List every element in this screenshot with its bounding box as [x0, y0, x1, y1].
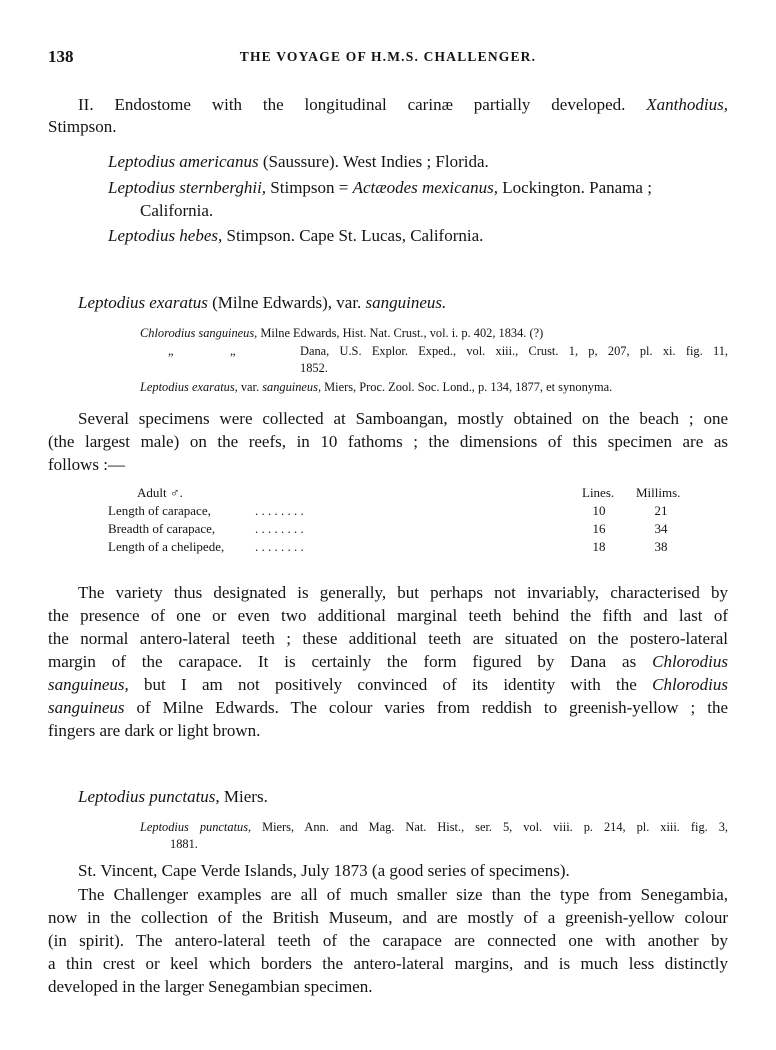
table-row-leader: . . . . . . . . — [255, 521, 304, 536]
taxon-name: sanguineus — [48, 698, 125, 717]
table-cell-lines: 10 — [592, 503, 606, 518]
paragraph-line: (in spirit). The antero-lateral teeth of the carapace are connected one with another by — [48, 931, 728, 950]
table-label-header: Adult ♂. — [137, 485, 183, 500]
paragraph-line — [48, 674, 728, 696]
species-heading-punctatus — [78, 786, 268, 808]
synonym-citation: Miers, Ann. and Mag. Nat. Hist., ser. 5, vol. viii. p. 214, pl. xiii. fig. 3, — [251, 820, 728, 834]
synonym-2-cont: 1852. — [300, 361, 328, 375]
species-name: Leptodius exaratus — [78, 293, 208, 312]
synonym-name: Leptodius exaratus, — [140, 380, 238, 394]
paragraph-text: of Milne Edwards. The colour varies from reddish to greenish-yellow ; the — [124, 698, 728, 717]
paragraph-line: the normal antero-lateral teeth ; these additional teeth are situated on the postero-lateral — [48, 629, 728, 648]
running-header — [48, 47, 728, 69]
species-synonym: Actæodes mexicanus, — [352, 178, 499, 197]
synonym-2-ditto-2: „ — [230, 344, 236, 358]
species-americanus — [108, 151, 489, 173]
taxon-name: Chlorodius — [652, 652, 728, 671]
species-sternberghii — [108, 177, 652, 199]
species-name: Leptodius punctatus, — [78, 787, 220, 806]
paragraph-line: fingers are dark or light brown. — [48, 721, 261, 740]
species-sternberghii-cont: California. — [140, 201, 214, 220]
paragraph-line: The variety thus designated is generally, but perhaps not invariably, characterised by — [78, 583, 728, 602]
authority: Miers. — [219, 787, 268, 806]
table-row-label: Length of a chelipede, — [108, 539, 225, 554]
table-cell-lines: 16 — [592, 521, 606, 536]
synonym-name: Chlorodius sanguineus, — [140, 326, 258, 340]
species-authority: Stimpson = — [266, 178, 353, 197]
paragraph-line: follows :— — [48, 455, 125, 474]
table-row-label: Length of carapace, — [108, 503, 211, 518]
synonym-1 — [140, 325, 543, 342]
table-row-leader: . . . . . . . . — [255, 539, 304, 554]
species-heading-exaratus — [78, 292, 446, 314]
synonym-punctatus-cont: 1881. — [170, 837, 198, 851]
section-ii-line-2: Stimpson. — [48, 117, 117, 136]
table-column-millims: Millims. — [636, 485, 681, 500]
paragraph-text: but I am not positively convinced of its identity with the — [128, 675, 653, 694]
paragraph-line — [48, 697, 728, 719]
taxon-name: sanguineus, — [48, 675, 129, 694]
genus-xanthodius: Xanthodius, — [646, 95, 728, 114]
table-row-leader: . . . . . . . . — [255, 503, 304, 518]
table-cell-millims: 38 — [654, 539, 668, 554]
synonym-2: Dana, U.S. Explor. Exped., vol. xiii., Crust. 1, p, 207, pl. xi. fig. 11, — [300, 344, 728, 358]
section-ii-text: II. Endostome with the longitudinal carinæ partially developed. — [78, 95, 626, 114]
species-hebes — [108, 225, 483, 247]
table-column-lines: Lines. — [582, 485, 615, 500]
table-cell-millims: 21 — [654, 503, 668, 518]
synonym-citation: Miers, Proc. Zool. Soc. Lond., p. 134, 1877, et synonyma. — [321, 380, 613, 394]
species-locality: Lockington. Panama ; — [498, 178, 652, 197]
synonym-3 — [140, 379, 612, 396]
paragraph-line: now in the collection of the British Museum, and are mostly of a greenish-yellow colour — [48, 908, 728, 927]
species-locality: (Saussure). West Indies ; Florida. — [258, 152, 489, 171]
paragraph-line: (the largest male) on the reefs, in 10 fathoms ; the dimensions of this specimen are as — [48, 432, 728, 451]
page-number: 138 — [48, 47, 74, 66]
paragraph-text: margin of the carapace. It is certainly the form figured by Dana as — [48, 652, 637, 671]
species-name: Leptodius americanus — [108, 152, 259, 171]
paragraph-line: The Challenger examples are all of much smaller size than the type from Senegambia, — [78, 885, 728, 904]
synonym-name: Leptodius punctatus, — [140, 820, 252, 834]
variety-name: sanguineus. — [365, 293, 447, 312]
section-ii-line-1 — [78, 94, 728, 116]
species-locality: Stimpson. Cape St. Lucas, California. — [222, 226, 484, 245]
table-cell-millims: 34 — [654, 521, 668, 536]
running-title: THE VOYAGE OF H.M.S. CHALLENGER. — [239, 49, 537, 64]
paragraph-line — [48, 651, 728, 673]
table-cell-lines: 18 — [592, 539, 606, 554]
paragraph-line: developed in the larger Senegambian specimen. — [48, 977, 373, 996]
paragraph-line: a thin crest or keel which borders the antero-lateral margins, and is much less distinctly — [48, 954, 728, 973]
table-row-label: Breadth of carapace, — [108, 521, 216, 536]
paragraph-line: the presence of one or even two additional marginal teeth behind the fifth and last of — [48, 606, 728, 625]
synonym-citation: Milne Edwards, Hist. Nat. Crust., vol. i. p. 402, 1834. (?) — [257, 326, 544, 340]
species-name: Leptodius hebes, — [108, 226, 223, 245]
authority: (Milne Edwards), var. — [207, 293, 366, 312]
paragraph-line: Several specimens were collected at Samboangan, mostly obtained on the beach ; one — [78, 409, 728, 428]
locality-line: St. Vincent, Cape Verde Islands, July 1873 (a good series of specimens). — [78, 861, 570, 880]
synonym-2-ditto-1: „ — [168, 344, 174, 358]
taxon-name: Chlorodius — [652, 675, 728, 694]
species-name: Leptodius sternberghii, — [108, 178, 267, 197]
variety-name: sanguineus, — [262, 380, 322, 394]
synonym-punctatus — [140, 819, 728, 836]
synonym-text: var. — [237, 380, 263, 394]
